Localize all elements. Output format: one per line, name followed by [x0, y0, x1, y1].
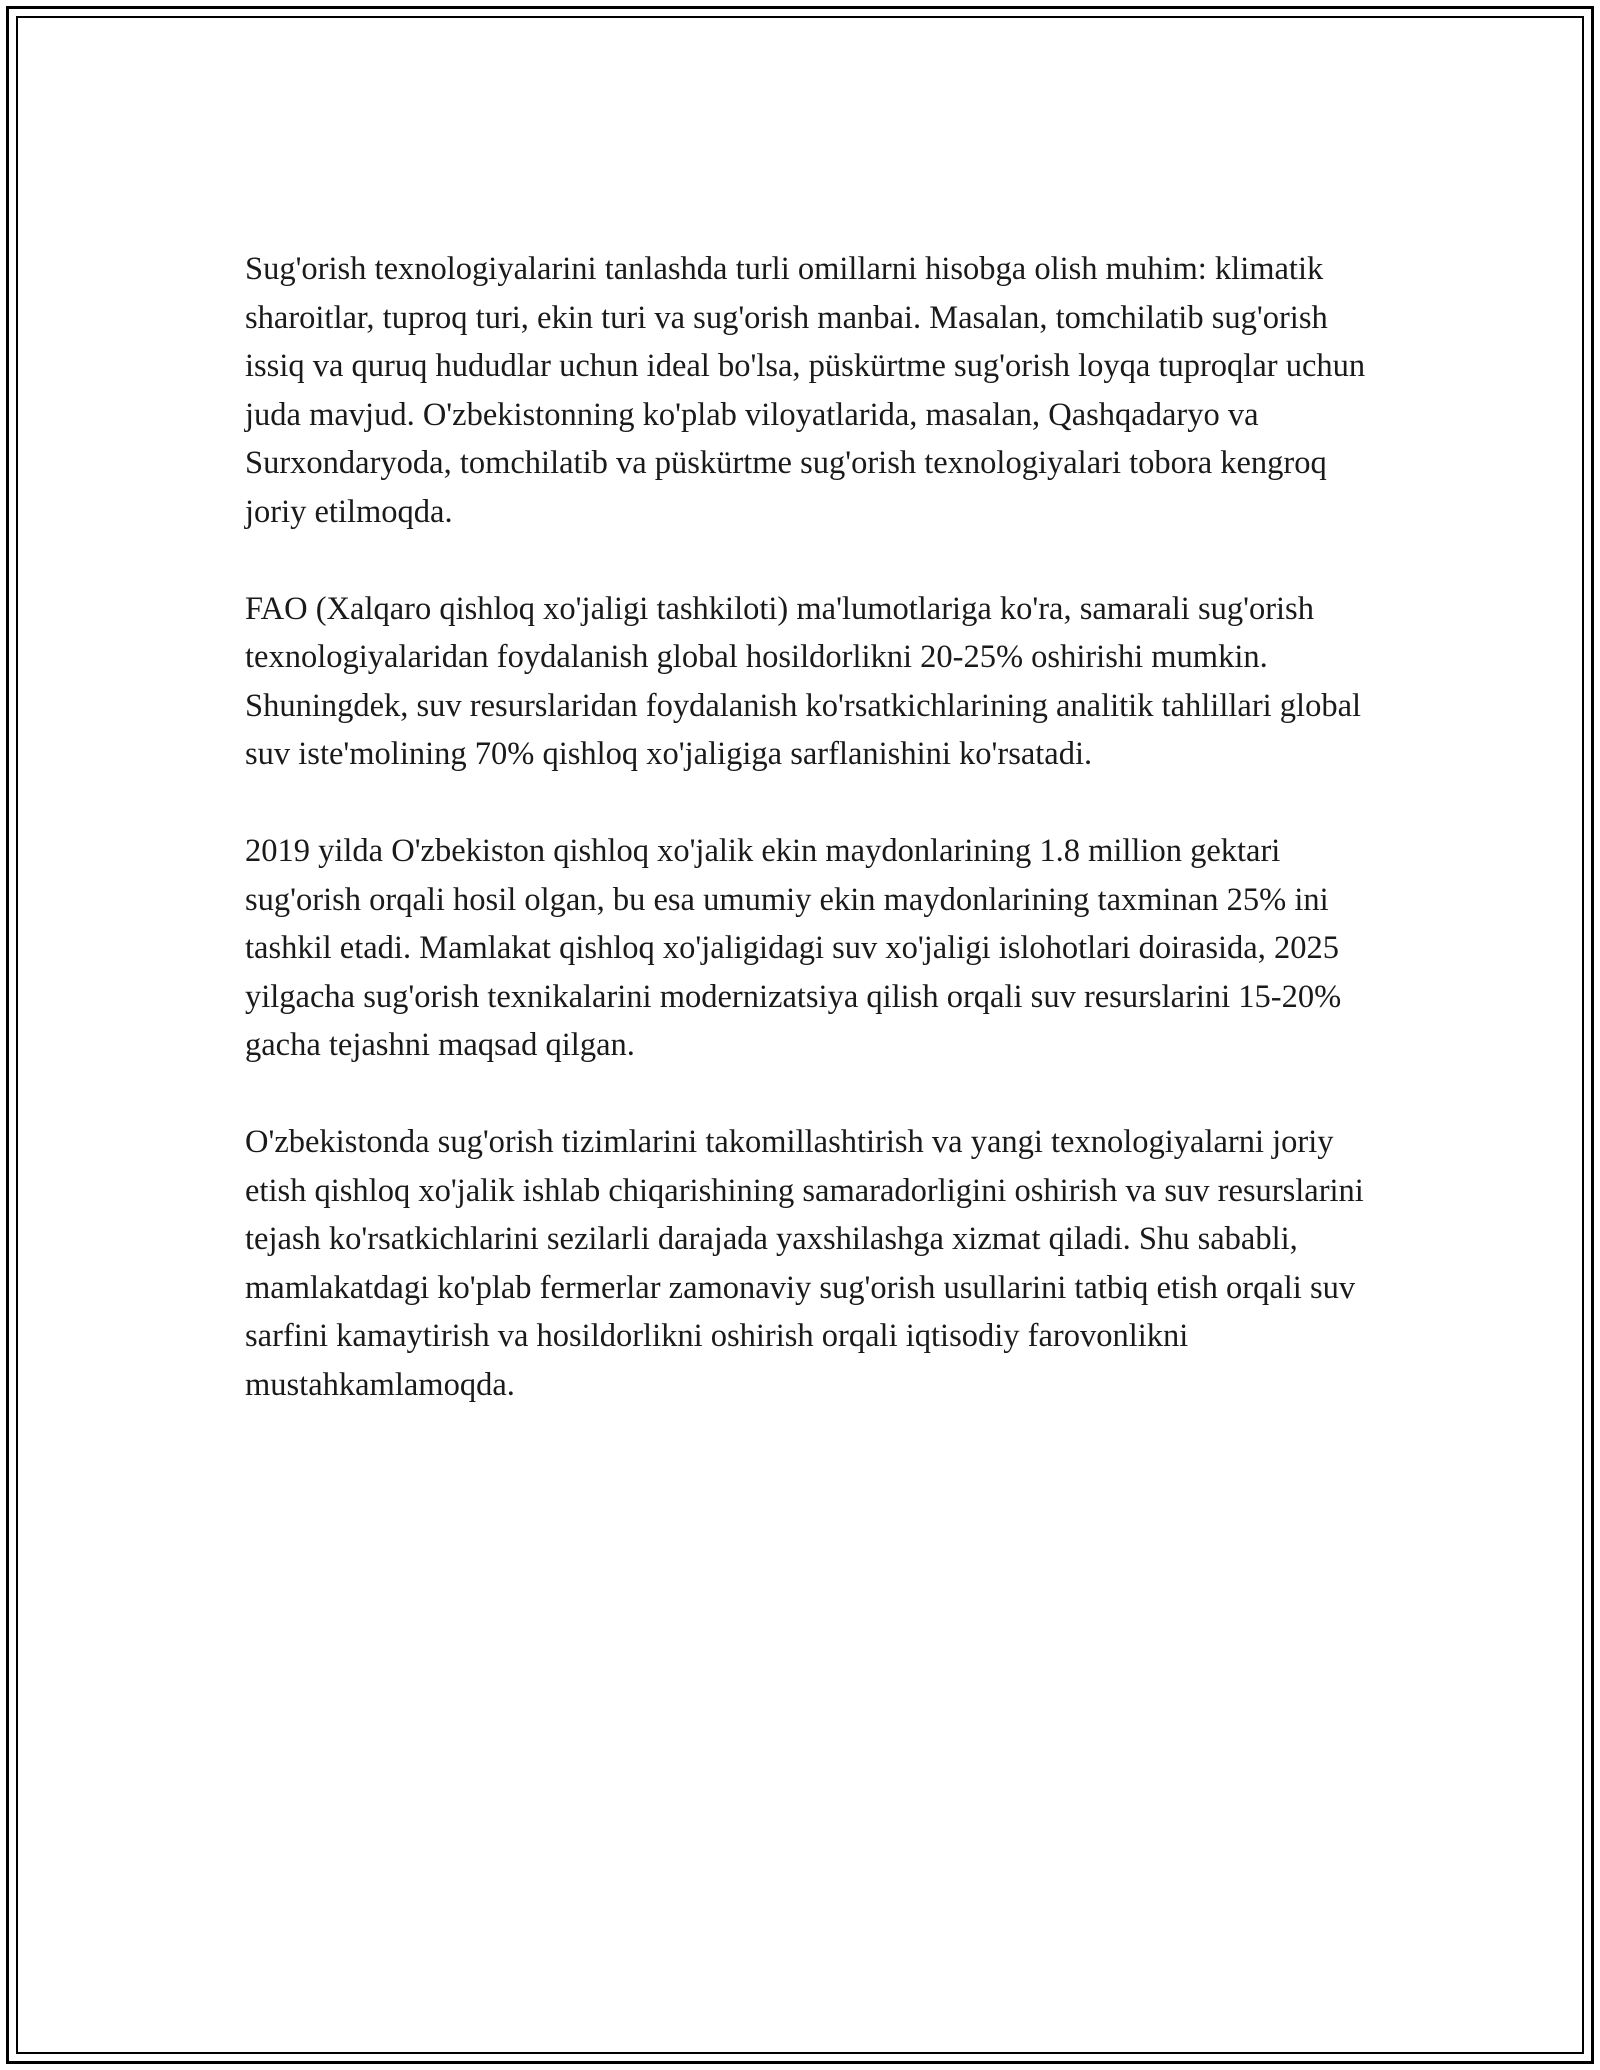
- paragraph-3: 2019 yilda O'zbekiston qishloq xo'jalik ekin maydonlarining 1.8 million gektari sug'orish orqali hosil olgan, bu esa umumiy ekin maydonlarining taxminan 25% ini tashkil etadi. Mamlakat qishloq xo'jaligidagi suv xo'jaligi islohotlari doirasida, 2025 yilgacha sug'orish texnikalarini modernizatsiya qilish orqali suv resurslarini 15-20% gacha tejashni maqsad qilgan.: [245, 833, 1342, 1063]
- paragraph-1: Sug'orish texnologiyalarini tanlashda turli omillarni hisobga olish muhim: klimatik sharoitlar, tuproq turi, ekin turi va sug'orish manbai. Masalan, tomchilatib sug'orish issiq va quruq hududlar uchun ideal bo'lsa, püskürtme sug'orish loyqa tuproqlar uchun juda mavjud. O'zbekistonning ko'plab viloyatlarida, masalan, Qashqadaryo va Surxondaryoda, tomchilatib va püskürtme sug'orish texnologiyalari tobora kengroq joriy etilmoqda.: [245, 251, 1366, 530]
- paragraph-4: O'zbekistonda sug'orish tizimlarini takomillashtirish va yangi texnologiyalarni joriy etish qishloq xo'jalik ishlab chiqarishining samaradorligini oshirish va suv resurslarini tejash ko'rsatkichlarini sezilarli darajada yaxshilashga xizmat qiladi. Shu sababli, mamlakatdagi ko'plab fermerlar zamonaviy sug'orish usullarini tatbiq etish orqali suv sarfini kamaytirish va hosildorlikni oshirish orqali iqtisodiy farovonlikni mustahkamlamoqda.: [245, 1124, 1364, 1403]
- document-body: [245, 245, 1375, 1409]
- paragraph-2: FAO (Xalqaro qishloq xo'jaligi tashkiloti) ma'lumotlariga ko'ra, samarali sug'orish texnologiyalaridan foydalanish global hosildorlikni 20-25% oshirishi mumkin. Shuningdek, suv resurslaridan foydalanish ko'rsatkichlarining analitik tahlillari global suv iste'molining 70% qishloq xo'jaligiga sarflanishini ko'rsatadi.: [245, 590, 1362, 772]
- page-frame-outer: [6, 6, 1594, 2064]
